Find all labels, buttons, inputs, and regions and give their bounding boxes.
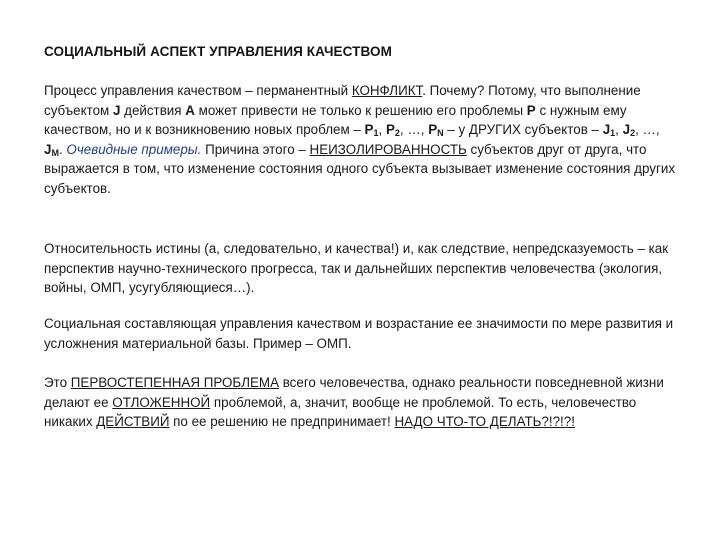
jm-var-sub: M	[51, 147, 59, 158]
p1-text: с нужным ему качеством, но и к возникновению новых проблем –	[44, 102, 627, 138]
p2-var: P	[385, 122, 395, 138]
p1-text: Процесс управления качеством – перманентный	[44, 83, 352, 98]
paragraph-social-component: Социальная составляющая управления качеством и возрастание ее значимости по мере развития и усложнения материальной базы. Пример – ОМП.	[44, 316, 674, 351]
paragraph-relativity: Относительность истины (а, следовательно, и качества!) и, как следствие, непредсказуемость – как перспектив научно-технического прогресса, так и дальнейших перспектив человечества (экология, войны, ОМП, усугубляющиеся…).	[44, 241, 669, 296]
pn-var: P	[428, 122, 438, 138]
p1-text: , …,	[635, 122, 660, 138]
problem-pn	[428, 122, 443, 137]
p4-text: Это	[44, 375, 71, 390]
primary-problem-term: ПЕРВОСТЕПЕННАЯ ПРОБЛЕМА	[70, 375, 279, 390]
p1-text: . Почему? Потому, что выполнение субъектом	[44, 83, 641, 118]
p1-text: , …,	[399, 122, 429, 138]
p1-text: ,	[378, 122, 386, 138]
subject-j2	[623, 122, 635, 137]
paragraph-primary-problem	[44, 373, 676, 432]
j1-var: J	[602, 122, 611, 138]
subject-j: J	[112, 102, 121, 118]
p1-text: ,	[615, 122, 623, 138]
p4-text: проблемой, а, значит, вообще не проблемой. То есть, человечество никаких	[44, 394, 637, 430]
pn-var-sub: N	[437, 128, 444, 139]
p4-text: по ее решению не предпринимает!	[169, 414, 395, 430]
action-a: А	[185, 102, 195, 118]
p1-text: может привести не только к решению его проблемы	[194, 102, 527, 118]
subject-j1	[603, 122, 615, 137]
p4-text: всего человечества, однако реальности повседневной жизни делают ее	[44, 375, 664, 410]
obvious-examples: Очевидные примеры.	[66, 141, 202, 157]
p1-text: .	[58, 141, 67, 157]
non-isolation-term: НЕИЗОЛИРОВАННОСТЬ	[309, 141, 467, 157]
problem-p1	[365, 122, 379, 137]
call-to-action: НАДО ЧТО-ТО ДЕЛАТЬ?!?!?!	[394, 414, 575, 430]
j1-var-sub: 1	[610, 128, 616, 139]
p1-text: субъектов друг от друга, что выражается в том, что изменение состояния одного субъекта вызывает изменение состояния других субъектов.	[44, 141, 676, 196]
problem-p: P	[526, 102, 536, 118]
p2-var-sub: 2	[394, 128, 400, 139]
subject-jm	[44, 142, 59, 157]
slide-title: СОЦИАЛЬНЫЙ АСПЕКТ УПРАВЛЕНИЯ КАЧЕСТВОМ	[44, 44, 392, 59]
actions-term: ДЕЙСТВИЙ	[96, 414, 170, 430]
p1-text: действия	[120, 102, 186, 118]
p1-var: P	[364, 122, 374, 138]
postponed-term: ОТЛОЖЕННОЙ	[112, 394, 211, 410]
conflict-term: КОНФЛИКТ	[351, 83, 423, 98]
p1-text: Причина этого –	[201, 141, 310, 157]
jm-var: J	[44, 141, 52, 157]
j2-var: J	[622, 122, 631, 138]
j2-var-sub: 2	[630, 128, 636, 139]
paragraph-conflict	[44, 81, 676, 199]
p1-text: – у ДРУГИХ субъектов –	[443, 122, 603, 138]
problem-p2	[386, 122, 400, 137]
p1-var-sub: 1	[373, 128, 379, 139]
